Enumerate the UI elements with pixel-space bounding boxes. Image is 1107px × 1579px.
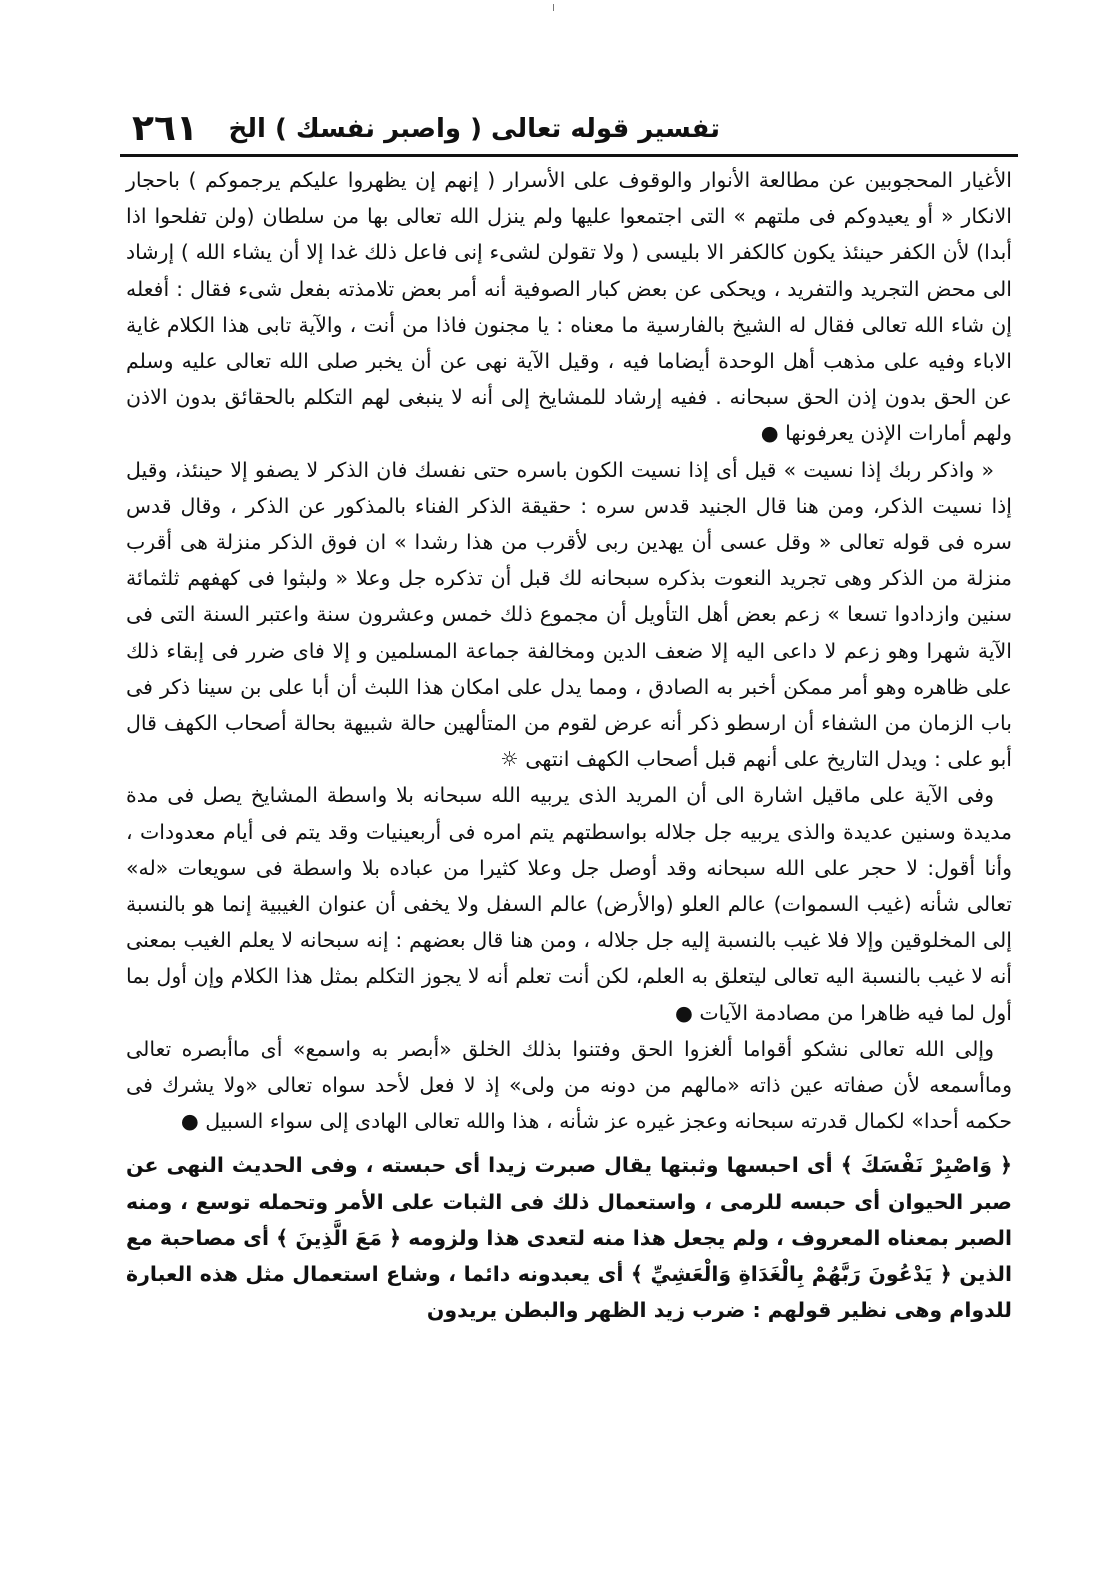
paragraph: وفى الآية على ماقيل اشارة الى أن المريد الذى يربيه الله سبحانه بلا واسطة المشايخ يصل فى مدة مديدة وسنين عديدة والذى يربيه جل جلاله بواسطتهم يتم امره فى أربعينيات وقد يتم فى أيام معدودات ، وأنا أقول: لا حجر على الله سبحانه وقد أوصل جل وعلا كثيرا من عباده بلا واسطة فى سويعات «له» تعالى شأنه (غيب السموات) عالم العلو (والأرض) عالم السفل ولا يخفى أن عنوان الغيبية إنما هو بالنسبة إلى المخلوقين وإلا فلا غيب بالنسبة إليه جل جلاله ، ومن هنا قال بعضهم : إنه سبحانه لا يعلم الغيب بمعنى أنه لا غيب بالنسبة اليه تعالى ليتعلق به العلم، لكن أنت تعلم أنه لا يجوز التكلم بمثل هذا الكلام وإن أول بما أول لما فيه ظاهرا من مصادمة الآيات ● [126,783,1012,1025]
page-header [120,108,1020,156]
paragraph: الأغيار المحجوبين عن مطالعة الأنوار والوقوف على الأسرار ( إنهم إن يظهروا عليكم يرجموكم ) باحجار الانكار « أو يعيدوكم فى ملتهم » التى اجتمعوا عليها ولم ينزل الله تعالى بها من سلطان (ولن تفلحوا اذا أبدا) لأن الكفر حينئذ يكون كالكفر الا بليسى ( ولا تقولن لشىء إنى فاعل ذلك غدا إلا أن يشاء الله ) إرشاد الى محض التجريد والتفريد ، ويحكى عن بعض كبار الصوفية أنه أمر بعض تلامذته بفعل شىء فقال : أفعله إن شاء الله تعالى فقال له الشيخ بالفارسية ما معناه : يا مجنون فاذا من أنت ، والآية تابى هذا الكلام غاية الاباء وفيه على مذهب أهل الوحدة أيضاما فيه ، وقيل الآية نهى عن أن يخبر صلى الله تعالى عليه وسلم عن الحق بدون إذن الحق سبحانه . ففيه إرشاد للمشايخ إلى أنه لا ينبغى لهم التكلم بالحقائق بدون الاذن ولهم أمارات الإذن يعرفونها ● [126,168,1012,446]
body-text [126,162,1012,1329]
header-rule [120,154,1018,157]
running-title: تفسير قوله تعالى ( واصبر نفسك ) الخ [228,114,720,144]
paragraph: وإلى الله تعالى نشكو أقواما ألغزوا الحق وفتنوا بذلك الخلق «أبصر به واسمع» أى ماأبصره تعالى وماأسمعه لأن صفاته عين ذاته «مالهم من دونه من ولى» إذ لا فعل لأحد سواه تعالى «ولا يشرك فى حكمه أحدا» لكمال قدرته سبحانه وعجز غيره عز شأنه ، هذا والله تعالى الهادى إلى سواء السبيل ● [126,1036,1012,1134]
paragraph: ﴿ وَاصْبِرْ نَفْسَكَ ﴾ أى احبسها وثبتها يقال صبرت زيدا أى حبسته ، وفى الحديث النهى عن صبر الحيوان أى حبسه للرمى ، واستعمال ذلك فى الثبات على الأمر وتحمله توسع ، ومنه الصبر بمعناه المعروف ، ولم يجعل هذا منه لتعدى هذا ولزومه ﴿ مَعَ الَّذِينَ ﴾ أى مصاحبة مع الذين ﴿ يَدْعُونَ رَبَّهُمْ بِالْغَدَاةِ وَالْعَشِيِّ ﴾ أى يعبدونه دائما ، وشاع استعمال مثل هذه العبارة للدوام وهى نظير قولهم : ضرب زيد الظهر والبطن يريدون [126,1153,1012,1323]
scan-mark [553,4,554,11]
paragraph: « واذكر ربك إذا نسيت » قيل أى إذا نسيت الكون باسره حتى نفسك فان الذكر لا يصفو إلا حينئذ، وقيل إذا نسيت الذكر، ومن هنا قال الجنيد قدس سره : حقيقة الذكر الفناء بالمذكور عن الذكر ، وقال قدس سره فى قوله تعالى « وقل عسى أن يهدين ربى لأقرب من هذا رشدا » ان فوق الذكر منزلة هى أقرب منزلة من الذكر وهى تجريد النعوت بذكره سبحانه لك قبل أن تذكره جل وعلا « ولبثوا فى كهفهم ثلثمائة سنين وازدادوا تسعا » زعم بعض أهل التأويل أن مجموع ذلك خمس وعشرون سنة واعتبر السنة التى فى الآية شهرا وهو زعم لا داعى اليه إلا ضعف الدين ومخالفة جماعة المسلمين و إلا فاى ضرر فى إبقاء ذلك على ظاهره وهو أمر ممكن أخبر به الصادق ، ومما يدل على امكان هذا اللبث أن أبا على بن سينا ذكر فى باب الزمان من الشفاء أن ارسطو ذكر أنه عرض لقوم من المتألهين حالة شبيهة بحالة أصحاب الكهف قال أبو على : ويدل التاريخ على أنهم قبل أصحاب الكهف انتهى ☼ [126,457,1012,772]
page-number: ٢٦١ [132,108,198,149]
